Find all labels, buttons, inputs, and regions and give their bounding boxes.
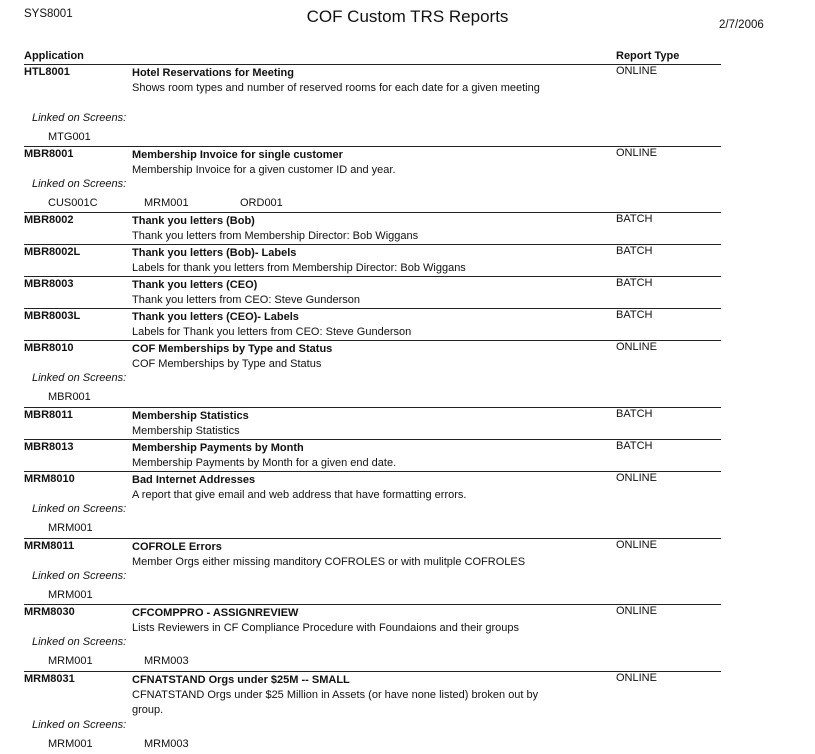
linked-screen: MRM001 bbox=[144, 197, 189, 209]
report-id: SYS8001 bbox=[24, 8, 73, 20]
column-header-report-type: Report Type bbox=[616, 50, 680, 62]
report-type: ONLINE bbox=[616, 65, 657, 77]
linked-screen: MRM001 bbox=[48, 589, 93, 601]
report-title: COF Custom TRS Reports bbox=[306, 7, 509, 26]
application-code: MRM8030 bbox=[24, 606, 75, 618]
report-description: Shows room types and number of reserved rooms for each date for a given meeting bbox=[132, 82, 540, 94]
report-name: Membership Payments by Month bbox=[132, 442, 304, 454]
application-code: MRM8011 bbox=[24, 540, 75, 552]
report-name: Bad Internet Addresses bbox=[132, 474, 256, 486]
report-type: BATCH bbox=[616, 277, 653, 289]
linked-screen: MRM001 bbox=[48, 738, 93, 750]
report-type: ONLINE bbox=[616, 605, 657, 617]
report-description: COF Memberships by Type and Status bbox=[132, 358, 322, 370]
report-name: COF Memberships by Type and Status bbox=[132, 343, 333, 355]
report-description: Membership Payments by Month for a given end date. bbox=[132, 457, 397, 469]
application-code: MBR8003 bbox=[24, 278, 74, 290]
report-name: CFCOMPPRO - ASSIGNREVIEW bbox=[132, 607, 299, 619]
linked-screens-label: Linked on Screens: bbox=[32, 178, 127, 190]
report-name: Hotel Reservations for Meeting bbox=[132, 67, 294, 79]
application-code: MBR8011 bbox=[24, 409, 73, 421]
report-name: Thank you letters (Bob) bbox=[132, 215, 255, 227]
application-code: MBR8002L bbox=[24, 246, 81, 258]
linked-screen: MRM003 bbox=[144, 655, 189, 667]
report-type: BATCH bbox=[616, 309, 653, 321]
report-description: Lists Reviewers in CF Compliance Procedure with Foundaions and their groups bbox=[132, 622, 520, 634]
linked-screens-label: Linked on Screens: bbox=[32, 503, 127, 515]
report-description: Membership Invoice for a given customer ID and year. bbox=[132, 164, 396, 176]
report-name: Membership Invoice for single customer bbox=[132, 149, 343, 161]
report-type: ONLINE bbox=[616, 147, 657, 159]
report-description: Thank you letters from CEO: Steve Gunderson bbox=[132, 294, 361, 306]
application-code: MBR8002 bbox=[24, 214, 74, 226]
report-description: A report that give email and web address that have formatting errors. bbox=[132, 489, 467, 501]
report-name: Thank you letters (CEO)- Labels bbox=[132, 311, 299, 323]
column-header-application: Application bbox=[24, 50, 84, 62]
linked-screens-label: Linked on Screens: bbox=[32, 570, 127, 582]
report-type: ONLINE bbox=[616, 341, 657, 353]
report-type: ONLINE bbox=[616, 472, 657, 484]
application-code: MBR8001 bbox=[24, 148, 74, 160]
application-code: MBR8003L bbox=[24, 310, 81, 322]
application-code: MRM8010 bbox=[24, 473, 75, 485]
application-code: MBR8010 bbox=[24, 342, 74, 354]
linked-screens-label: Linked on Screens: bbox=[32, 372, 127, 384]
linked-screen: MBR001 bbox=[48, 391, 91, 403]
application-code: MBR8013 bbox=[24, 441, 74, 453]
application-code: HTL8001 bbox=[24, 66, 70, 78]
report-type: BATCH bbox=[616, 245, 653, 257]
report-description: Labels for thank you letters from Membership Director: Bob Wiggans bbox=[132, 262, 466, 274]
report-name: Membership Statistics bbox=[132, 410, 249, 422]
report-description: Member Orgs either missing manditory COFROLES or with mulitple COFROLES bbox=[132, 556, 526, 568]
report-type: BATCH bbox=[616, 408, 653, 420]
report-name: Thank you letters (CEO) bbox=[132, 279, 258, 291]
linked-screen: MRM001 bbox=[48, 522, 93, 534]
linked-screen: CUS001C bbox=[48, 197, 98, 209]
linked-screens-label: Linked on Screens: bbox=[32, 636, 127, 648]
report-type: ONLINE bbox=[616, 539, 657, 551]
linked-screens-label: Linked on Screens: bbox=[32, 112, 127, 124]
report-type: BATCH bbox=[616, 440, 653, 452]
report-description: Membership Statistics bbox=[132, 425, 240, 437]
report-name: COFROLE Errors bbox=[132, 541, 222, 553]
report-name: Thank you letters (Bob)- Labels bbox=[132, 247, 297, 259]
report-description: Labels for Thank you letters from CEO: Steve Gunderson bbox=[132, 326, 412, 338]
linked-screens-label: Linked on Screens: bbox=[32, 719, 127, 731]
report-type: BATCH bbox=[616, 213, 653, 225]
linked-screen: MRM001 bbox=[48, 655, 93, 667]
report-date: 2/7/2006 bbox=[719, 19, 764, 31]
report-description: CFNATSTAND Orgs under $25 Million in Assets (or have none listed) broken out by group. bbox=[132, 689, 539, 716]
application-code: MRM8031 bbox=[24, 673, 75, 685]
report-name: CFNATSTAND Orgs under $25M -- SMALL bbox=[132, 674, 350, 686]
linked-screen: MRM003 bbox=[144, 738, 189, 750]
report-description: Thank you letters from Membership Director: Bob Wiggans bbox=[132, 230, 419, 242]
linked-screen: MTG001 bbox=[48, 131, 91, 143]
report-type: ONLINE bbox=[616, 672, 657, 684]
linked-screen: ORD001 bbox=[240, 197, 283, 209]
